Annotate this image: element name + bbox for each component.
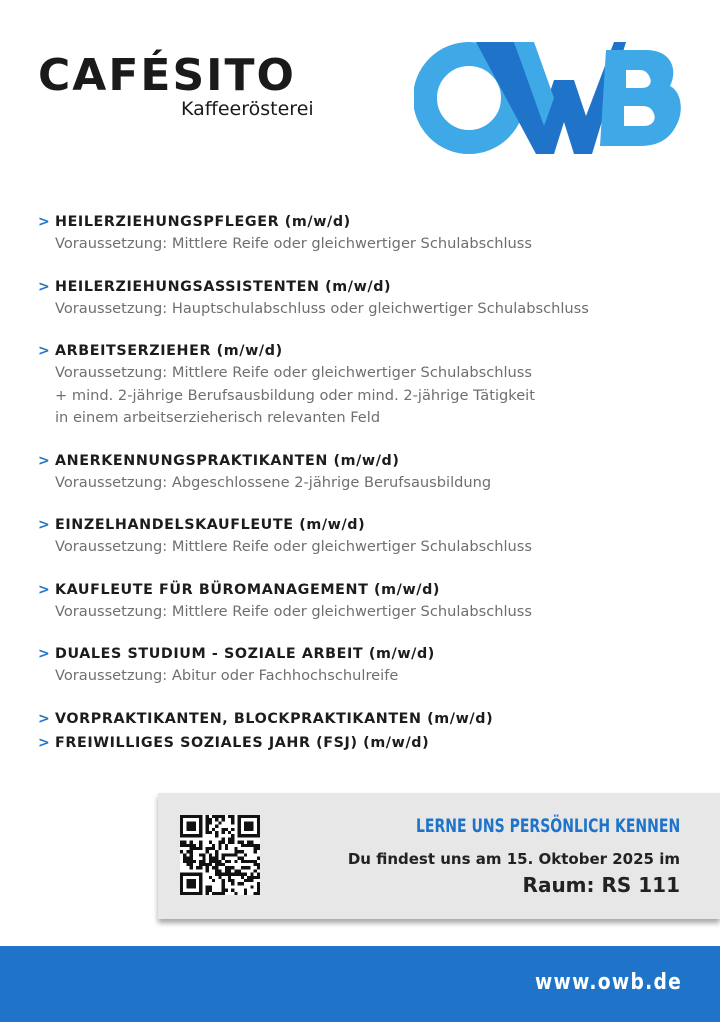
job-item [38, 708, 678, 730]
chevron-right-icon: > [38, 452, 50, 469]
qr-code-graphic [180, 815, 260, 895]
job-item [38, 340, 678, 430]
job-requirement: Voraussetzung: Hauptschulabschluss oder gleichwertiger Schulabschluss [55, 299, 589, 317]
job-item [38, 514, 678, 559]
job-title: DUALES STUDIUM - SOZIALE ARBEIT (m/w/d) [55, 646, 435, 662]
chevron-right-icon: > [38, 710, 50, 727]
owb-logo [414, 40, 684, 156]
website-link[interactable]: www.owb.de [534, 970, 682, 995]
job-requirement: Voraussetzung: Mittlere Reife oder gleichwertiger Schulabschluss [55, 602, 532, 620]
chevron-right-icon: > [38, 646, 50, 662]
chevron-right-icon: > [38, 343, 50, 359]
job-requirement: Voraussetzung: Mittlere Reife oder gleichwertiger Schulabschluss [55, 235, 532, 252]
job-requirement: Voraussetzung: Abitur oder Fachhochschulreife [55, 667, 399, 684]
promo-heading: LERNE UNS PERSÖNLICH KENNEN [415, 815, 680, 837]
job-requirement: + mind. 2-jährige Berufsausbildung oder mind. 2-jährige Tätigkeit [55, 386, 535, 404]
owb-logo-graphic [414, 40, 684, 156]
promo-room: Raum: RS 111 [522, 873, 680, 897]
qr-code-icon[interactable] [180, 815, 260, 895]
job-title: EINZELHANDELSKAUFLEUTE (m/w/d) [55, 517, 366, 533]
footer-bar [0, 946, 720, 1022]
job-item [38, 643, 678, 688]
chevron-right-icon: > [38, 517, 50, 533]
chevron-right-icon: > [38, 278, 50, 295]
job-requirement: Voraussetzung: Abgeschlossene 2-jährige Berufsausbildung [55, 473, 492, 491]
job-item [38, 450, 678, 495]
job-title: FREIWILLIGES SOZIALES JAHR (FSJ) (m/w/d) [55, 734, 430, 751]
job-title: KAUFLEUTE FÜR BÜROMANAGEMENT (m/w/d) [55, 581, 441, 598]
promo-date-line: Du findest uns am 15. Oktober 2025 im [347, 850, 680, 868]
job-item [38, 211, 678, 256]
job-requirement: in einem arbeitserzieherisch relevanten Feld [55, 409, 381, 426]
job-requirement: Voraussetzung: Mittlere Reife oder gleichwertiger Schulabschluss [55, 364, 532, 381]
job-requirement: Voraussetzung: Mittlere Reife oder gleichwertiger Schulabschluss [55, 538, 532, 555]
chevron-right-icon: > [38, 581, 50, 598]
cafesito-name: CAFÉSITO [38, 50, 296, 101]
cafesito-logo [38, 50, 328, 130]
cafesito-subtitle: Kaffeerösterei [181, 98, 314, 120]
chevron-right-icon: > [38, 734, 50, 751]
chevron-right-icon: > [38, 214, 50, 230]
job-title: ANERKENNUNGSPRAKTIKANTEN (m/w/d) [55, 452, 400, 469]
job-title: ARBEITSERZIEHER (m/w/d) [55, 343, 283, 359]
job-title: VORPRAKTIKANTEN, BLOCKPRAKTIKANTEN (m/w/d) [55, 710, 494, 727]
promo-box [158, 793, 720, 919]
job-item [38, 732, 678, 754]
job-item [38, 579, 678, 624]
job-title: HEILERZIEHUNGSASSISTENTEN (m/w/d) [55, 278, 392, 295]
job-title: HEILERZIEHUNGSPFLEGER (m/w/d) [55, 214, 351, 230]
job-item [38, 276, 678, 321]
job-list [38, 211, 678, 774]
